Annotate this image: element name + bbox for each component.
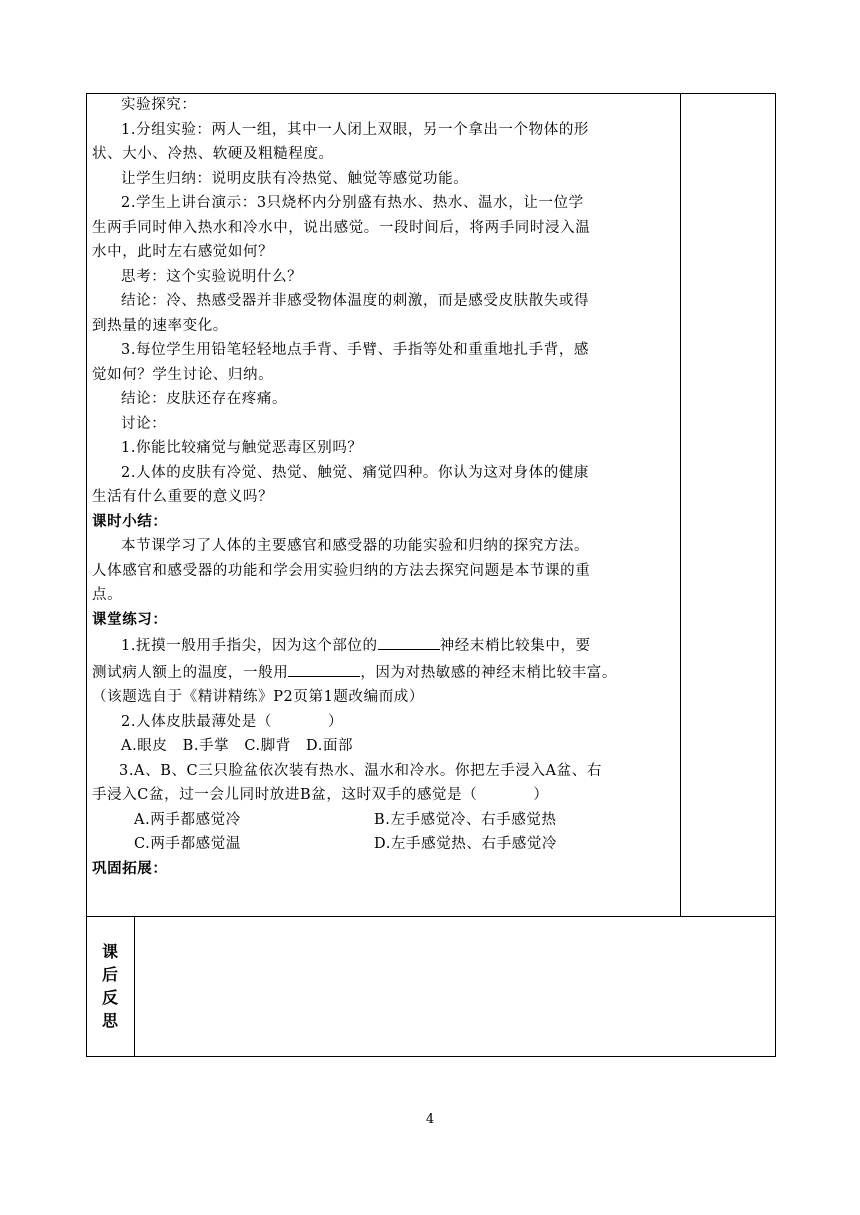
text-fragment: 1.抚摸一般用手指尖，因为这个部位的 [121,638,378,654]
question-1 [92,632,676,659]
question-2-options: A.眼皮 B.手掌 C.脚背 D.面部 [121,738,354,754]
text-line: 结论：冷、热感受器并非感受物体温度的刺激，而是感受皮肤散失或得 [121,293,590,309]
text-line: 生两手同时伸入热水和冷水中，说出感觉。一段时间后，将两手同时浸入温 [92,219,591,236]
section-heading-summary: 课时小结： [92,513,168,530]
text-line: 2.人体的皮肤有冷觉、热觉、触觉、痛觉四种。你认为这对身体的健康 [121,464,590,481]
text-line: 让学生归纳：说明皮肤有冷热觉、触觉等感觉功能。 [121,170,469,187]
option-c: C.两手都感觉温 [134,836,241,852]
section-heading-exercise: 课堂练习： [92,611,168,628]
question-3-options [92,832,676,857]
text-line: 觉如何？学生讨论、归纳。 [92,366,274,383]
text-line: 人体感官和感受器的功能和学会用实验归纳的方法去探究问题是本节课的重 [92,562,591,579]
table-row-divider [86,916,776,917]
reflection-char: 课 [101,942,118,961]
text-fragment: 神经末梢比较集中，要 [439,638,591,654]
text-fragment: ） [533,787,549,803]
text-line: 水中，此时左右感觉如何？ [92,244,274,260]
reflection-char: 思 [101,1011,118,1030]
text-line: 3.每位学生用铅笔轻轻地点手背、手臂、手指等处和重重地扎手背，感 [121,342,590,358]
question-3-cont [92,783,676,808]
option-d: D.左手感觉热、右手感觉冷 [374,836,558,852]
text-line: 状、大小、冷热、软硬及粗糙程度。 [92,146,334,162]
text-line: 2.学生上讲台演示：3只烧杯内分别盛有热水、热水、温水，让一位学 [121,195,584,211]
lesson-content [92,93,676,881]
fill-blank [378,632,440,650]
option-a: A.两手都感觉冷 [134,811,241,828]
text-line: 到热量的速率变化。 [92,317,228,334]
text-line: 1.分组实验：两人一组，其中一人闭上双眼，另一个拿出一个物体的形 [121,121,590,138]
text-fragment: 手浸入C盆，过一会儿同时放进B盆，这时双手的感觉是（ [92,787,478,803]
table-column-divider [680,93,681,917]
question-3: 3.A、B、C三只脸盆依次装有热水、温水和冷水。你把左手浸入A盆、右 [119,762,602,779]
text-fragment: 测试病人额上的温度，一般用 [92,664,289,681]
fill-blank [288,659,360,677]
reflection-column-divider [134,916,135,1057]
text-line: 结论：皮肤还存在疼痛。 [121,391,288,407]
text-line: 生活有什么重要的意义吗？ [92,489,274,505]
text-line: 点。 [92,587,123,603]
question-1-cont [92,659,676,686]
text-fragment: 2.人体皮肤最薄处是（ [121,713,272,730]
reflection-char: 后 [101,965,118,984]
text-fragment: ，因为对热敏感的神经末梢比较丰富。 [360,664,618,681]
text-line: （该题选自于《精讲精练》P2页第1题改编而成） [92,689,425,705]
question-3-options [92,808,676,833]
page-number: 4 [425,1112,435,1127]
text-line: 讨论： [121,415,167,432]
text-line: 本节课学习了人体的主要感官和感受器的功能实验和归纳的探究方法。 [121,538,590,554]
text-line: 思考：这个实验说明什么？ [121,268,303,285]
text-line: 实验探究： [121,97,197,113]
text-fragment: ） [327,713,344,730]
option-b: B.左手感觉冷、右手感觉热 [374,811,557,828]
reflection-label [86,940,134,1032]
question-2 [92,710,676,735]
section-heading-extension: 巩固拓展： [92,860,168,877]
reflection-char: 反 [101,988,118,1007]
text-line: 1.你能比较痛觉与触觉恶毒区别吗？ [121,440,363,456]
